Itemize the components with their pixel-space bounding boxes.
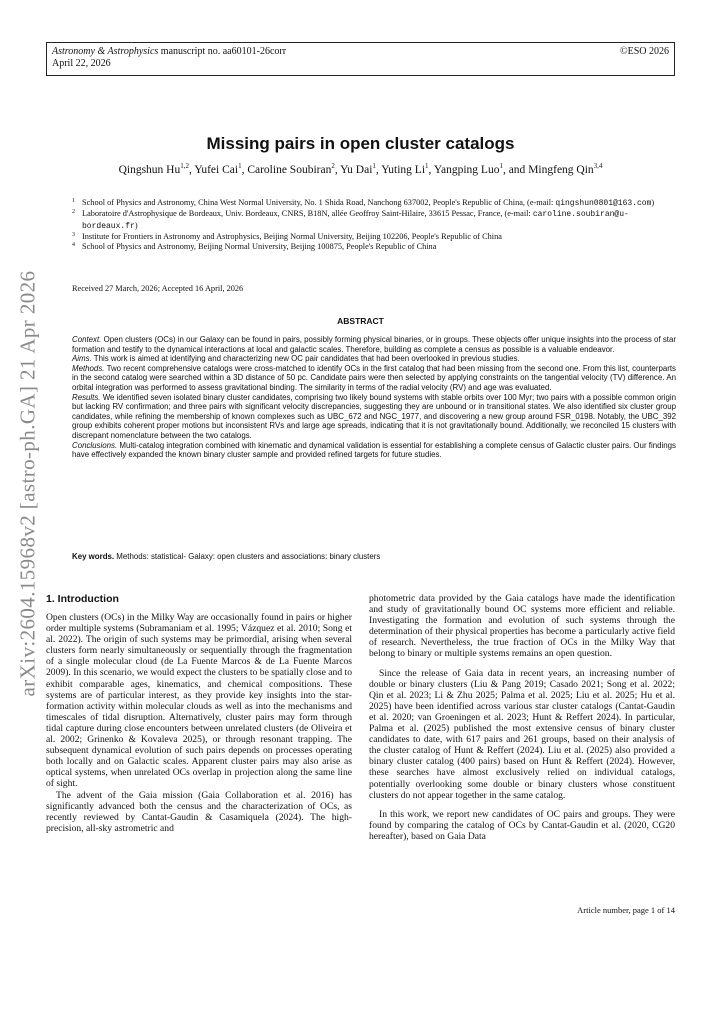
- abstract: [72, 335, 676, 460]
- intro-paragraph-3: photometric data provided by the Gaia catalogs have made the identification and study of gravitationally bound OC systems more efficient and reliable. Investigating the formation and evolution of such systems through the determination of their physical properties has become a particularly active field of research. Nevertheless, the true fraction of OCs in the Milky Way that belong to binary or multiple systems remains an open question.: [369, 593, 675, 660]
- author: Yufei Cai$^1$: [194, 162, 242, 176]
- keywords: Key words. Methods: statistical- Galaxy: open clusters and associations: binary clusters: [72, 552, 381, 561]
- running-header: [46, 42, 675, 76]
- author: Yu Dai$^1$: [340, 162, 376, 176]
- abstract-context: Context. Open clusters (OCs) in our Galaxy can be found in pairs, possibly forming physical binaries, or in groups. These objects offer unique insights into the process of star formation and testify to the dynamical interactions at local and galactic scales. Therefore, building as complete a census as possible is a valuable endeavor.: [72, 335, 676, 354]
- received-line: Received 27 March, 2026; Accepted 16 April, 2026: [72, 284, 244, 293]
- author: Mingfeng Qin$^{3,4}$: [528, 162, 603, 176]
- intro-paragraph-1: Open clusters (OCs) in the Milky Way are occasionally found in pairs or higher order multiple systems (Subramaniam et al. 1995; Vázquez et al. 2010; Song et al. 2022). The origin of such systems may be primordial, arising when several clusters form nearly simultaneously or sequentially through the fragmentation of a single molecular cloud (de La Fuente Marcos & de La Fuente Marcos 2009). In this scenario, we would expect the clusters to be spatially close and to exhibit comparable ages, kinematics, and chemical compositions. These systems are of particular interest, as they provide key insights into the star-formation activity within molecular clouds as well as into the mechanisms and timescales of tidal disruption. Alternatively, cluster pairs may form through tidal capture during close encounters between unrelated clusters (de Oliveira et al. 2002; Grinenko & Kovaleva 2025), or through resonant trapping. The subsequent dynamical evolution of such pairs depends on processes operating both locally and on Galactic scales. Apparent cluster pairs may also arise as optical systems, when unrelated OCs overlap in projection along the same line of sight.: [46, 612, 352, 790]
- author: Yangping Luo$^1$: [433, 162, 503, 176]
- email-address: qingshun0801@163.com: [555, 199, 652, 208]
- affiliation: 3 Institute for Frontiers in Astronomy and Astrophysics, Beijing Normal University, Beijing 102206, People's Republic of China: [72, 231, 502, 241]
- paper-title: Missing pairs in open cluster catalogs: [206, 134, 515, 153]
- author: Caroline Soubiran$^2$: [247, 162, 335, 176]
- author: Qingshun Hu$^{1,2}$: [118, 162, 189, 176]
- affiliations: [72, 198, 675, 252]
- abstract-heading: ABSTRACT: [337, 316, 384, 326]
- abstract-aims: Aims. This work is aimed at identifying and characterizing new OC pair candidates that had been overlooked in previous studies.: [72, 354, 520, 364]
- affiliation: 2 Laboratoire d'Astrophysique de Bordeaux, Univ. Bordeaux, CNRS, B18N, allée Geoffroy Saint-Hilaire, 33615 Pessac, France, (e-mail: caroline.soubiran@u-bordeaux.fr): [72, 209, 629, 231]
- arxiv-stamp: [8, 258, 48, 708]
- page-footer: Article number, page 1 of 14: [577, 905, 675, 915]
- copyright: ©ESO 2026: [620, 46, 669, 57]
- abstract-conclusions: Conclusions. Multi-catalog integration combined with kinematic and dynamical validation is essential for establishing a complete census of Galactic cluster pairs. Our findings have effectively expanded the known binary cluster sample and provided refined targets for future studies.: [72, 440, 676, 460]
- abstract-results: Results. We identified seven isolated binary cluster candidates, comprising two likely bound systems with stable orbits over 100 Myr; two pairs with a possible common origin but lacking RV confirmation; and three pairs with significant velocity discrepancies, suggesting they are unbound or in transitional states. We also identified six cluster group candidates, while refining the membership of known complexes such as UBC_672 and NGC_1977, and discovering a new group around FSR_0198. Notably, the UBC_392 group exhibits coherent proper motions but inconsistent RVs and large age spreads, indicating that it is not gravitationally bound. Additionally, we reconciled 15 clusters with discrepant nomenclature between the two catalogs.: [72, 392, 676, 440]
- right-column: [369, 593, 675, 842]
- intro-paragraph-2: The advent of the Gaia mission (Gaia Collaboration et al. 2016) has significantly advanced both the census and the characterization of OCs, as recently reviewed by Cantat-Gaudin & Casamiquela (2024). The high-precision, all-sky astrometric and: [46, 789, 352, 834]
- affiliation: 1 School of Physics and Astronomy, China West Normal University, No. 1 Shida Road, Nanchong 637002, People's Republic of China, (e-mail: qingshun0801@163.com): [72, 198, 655, 208]
- arxiv-stamp-text: arXiv:2604.15968v2 [astro-ph.GA] 21 Apr 2026: [15, 270, 40, 696]
- header-date: April 22, 2026: [52, 58, 111, 69]
- affiliation: 4 School of Physics and Astronomy, Beijing Normal University, Beijing 100875, People's Republic of China: [72, 242, 437, 252]
- journal-name: Astronomy & Astrophysics: [52, 46, 159, 57]
- email-address: caroline.soubiran@u-bordeaux.fr: [82, 210, 629, 231]
- section-heading-introduction: 1. Introduction: [46, 593, 119, 605]
- intro-paragraph-4: Since the release of Gaia data in recent years, an increasing number of double or binary clusters (Liu & Pang 2019; Casado 2021; Song et al. 2022; Qin et al. 2023; Li & Zhu 2025; Palma et al. 2025; Liu et al. 2025; Hu et al. 2025) have been identified across various star cluster catalogs (Cantat-Gaudin et al. 2020; van Groeningen et al. 2023; Hunt & Reffert 2024). In particular, Palma et al. (2025) published the most extensive census of binary cluster candidates to date, with 617 pairs and 261 groups, based on their analysis of the cluster catalog of Hunt & Reffert (2024). Liu et al. (2025) also provided a binary cluster catalog (400 pairs) based on Hunt & Reffert (2024). However, these searches have almost exclusively relied on individual catalogs, potentially overlooking some double or binary clusters whose constituent clusters do not appear together in the same catalog.: [369, 667, 675, 801]
- abstract-methods: Methods. Two recent comprehensive catalogs were cross-matched to identify OCs in the first catalog that had been missing from the second one. From this list, counterparts in the second catalog were searched within a 3D distance of 50 pc. Candidate pairs were then selected by applying constraints on the tangential velocity (TV) difference. An orbital integration was performed to assess gravitational binding. The similarity in terms of the radial velocity (RV) and age was evaluated.: [72, 363, 676, 392]
- manuscript-number: manuscript no. aa60101-26corr: [158, 46, 287, 57]
- left-column: [46, 612, 352, 834]
- author: Yuting Li$^1$: [381, 162, 429, 176]
- intro-paragraph-5: In this work, we report new candidates of OC pairs and groups. They were found by comparing the catalog of OCs by Cantat-Gaudin et al. (2020, CG20 hereafter), based on Gaia Data: [369, 808, 675, 842]
- author-list: Qingshun Hu$^{1,2}$, Yufei Cai$^1$, Caroline Soubiran$^2$, Yu Dai$^1$, Yuting Li$^1$, Yangping Luo$^1$, and Mingfeng Qin$^{3,4}$: [118, 162, 603, 176]
